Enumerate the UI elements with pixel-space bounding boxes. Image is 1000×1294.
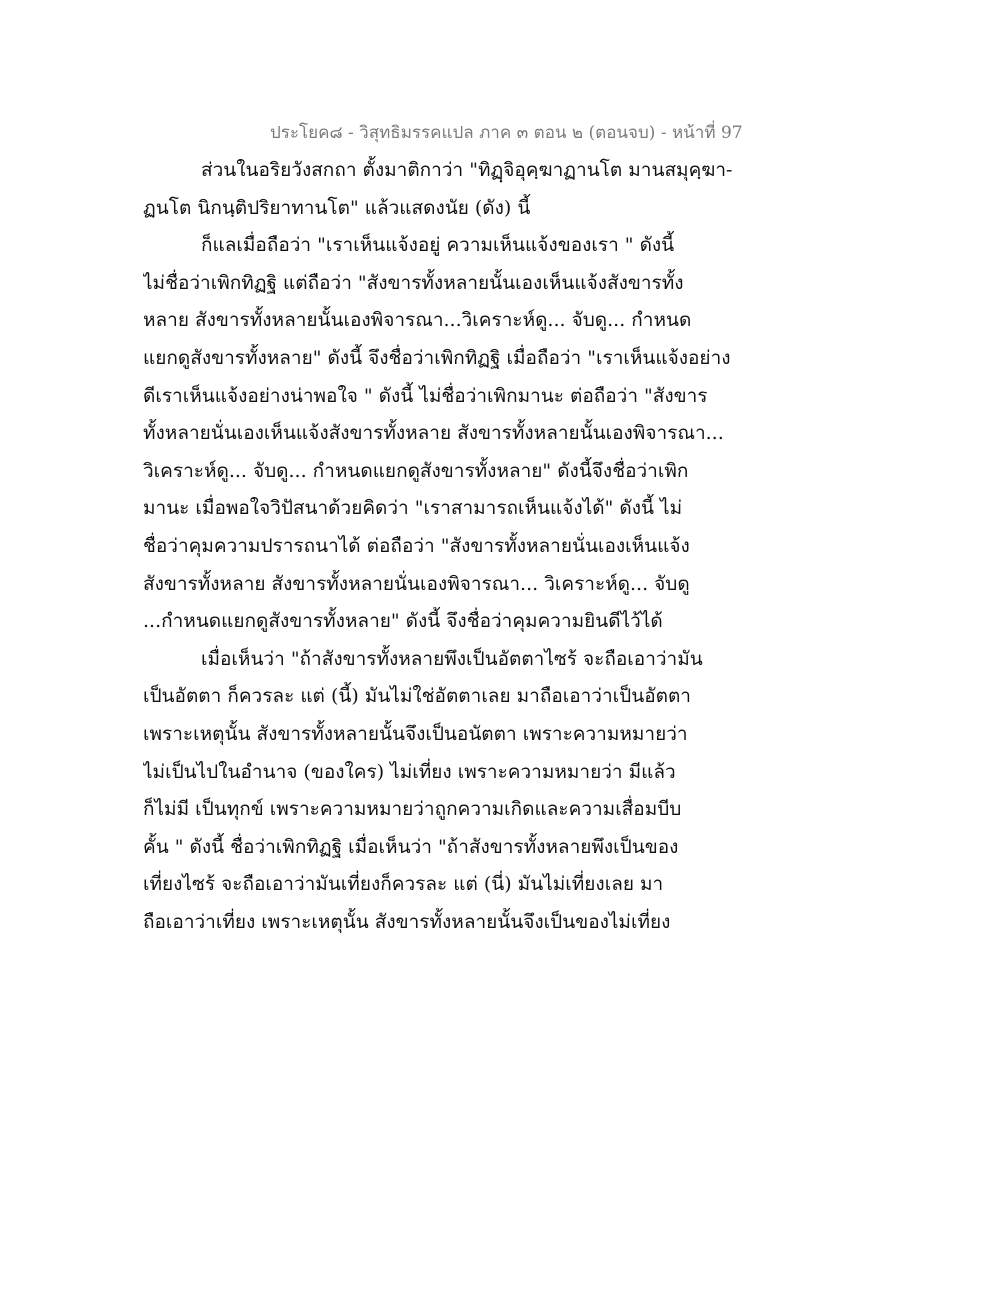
text-line: ...กำหนดแยกดูสังขารทั้งหลาย" ดังนี้ จึงชื่อว่าคุมความยินดีไว้ได้ bbox=[143, 610, 663, 633]
text-line: เมื่อเห็นว่า "ถ้าสังขารทั้งหลายพึงเป็นอัตตาไซร้ จะถือเอาว่ามัน bbox=[201, 647, 703, 670]
text-line: เพราะเหตุนั้น สังขารทั้งหลายนั้นจึงเป็นอนัตตา เพราะความหมายว่า bbox=[143, 722, 688, 745]
running-header: ประโยค๘ - วิสุทธิมรรคแปล ภาค ๓ ตอน ๒ (ตอนจบ) - หน้าที่ 97 bbox=[270, 123, 743, 143]
text-line: สังขารทั้งหลาย สังขารทั้งหลายนั่นเองพิจารณา... วิเคราะห์ดู... จับดู bbox=[143, 572, 690, 595]
body-text bbox=[143, 152, 743, 941]
text-line: ไม่ชื่อว่าเพิกทิฏฐิ แต่ถือว่า "สังขารทั้งหลายนั้นเองเห็นแจ้งสังขารทั้ง bbox=[143, 271, 684, 294]
text-line: ถือเอาว่าเที่ยง เพราะเหตุนั้น สังขารทั้งหลายนั้นจึงเป็นของไม่เที่ยง bbox=[143, 910, 671, 933]
text-line: ก็แลเมื่อถือว่า "เราเห็นแจ้งอยู่ ความเห็นแจ้งของเรา " ดังนี้ bbox=[201, 234, 675, 257]
text-line: ฏนโต นิกนฺติปริยาทานโต" แล้วแสดงนัย (ดัง) นี้ bbox=[143, 196, 531, 219]
text-line: ไม่เป็นไปในอำนาจ (ของใคร) ไม่เที่ยง เพราะความหมายว่า มีแล้ว bbox=[143, 760, 676, 783]
text-line: คั้น " ดังนี้ ชื่อว่าเพิกทิฏฐิ เมื่อเห็นว่า "ถ้าสังขารทั้งหลายพึงเป็นของ bbox=[143, 835, 679, 858]
text-line: ดีเราเห็นแจ้งอย่างน่าพอใจ " ดังนี้ ไม่ชื่อว่าเพิกมานะ ต่อถือว่า "สังขาร bbox=[143, 384, 708, 407]
text-line: ชื่อว่าคุมความปรารถนาได้ ต่อถือว่า "สังขารทั้งหลายนั่นเองเห็นแจ้ง bbox=[143, 534, 690, 557]
text-line: เป็นอัตตา ก็ควรละ แต่ (นี้) มันไม่ใช่อัตตาเลย มาถือเอาว่าเป็นอัตตา bbox=[143, 685, 691, 708]
text-line: ส่วนในอริยวังสกถา ตั้งมาติกาว่า "ทิฏฺจิอุคฺฆาฏานโต มานสมุคฺฆา- bbox=[201, 159, 733, 181]
text-line: เที่ยงไซร้ จะถือเอาว่ามันเที่ยงก็ควรละ แต่ (นี่) มันไม่เที่ยงเลย มา bbox=[143, 873, 664, 896]
text-line: มานะ เมื่อพอใจวิปัสนาด้วยคิดว่า "เราสามารถเห็นแจ้งได้" ดังนี้ ไม่ bbox=[143, 497, 683, 520]
text-line: แยกดูสังขารทั้งหลาย" ดังนี้ จึงชื่อว่าเพิกทิฏฐิ เมื่อถือว่า "เราเห็นแจ้งอย่าง bbox=[143, 346, 731, 369]
text-line: ทั้งหลายนั่นเองเห็นแจ้งสังขารทั้งหลาย สังขารทั้งหลายนั้นเองพิจารณา... bbox=[143, 422, 724, 445]
text-line: หลาย สังขารทั้งหลายนั้นเองพิจารณา...วิเคราะห์ดู... จับดู... กำหนด bbox=[143, 309, 692, 332]
text-line: ก็ไม่มี เป็นทุกข์ เพราะความหมายว่าถูกความเกิดและความเสื่อมบีบ bbox=[143, 798, 682, 821]
text-line: วิเคราะห์ดู... จับดู... กำหนดแยกดูสังขารทั้งหลาย" ดังนี้จึงชื่อว่าเพิก bbox=[143, 459, 689, 482]
